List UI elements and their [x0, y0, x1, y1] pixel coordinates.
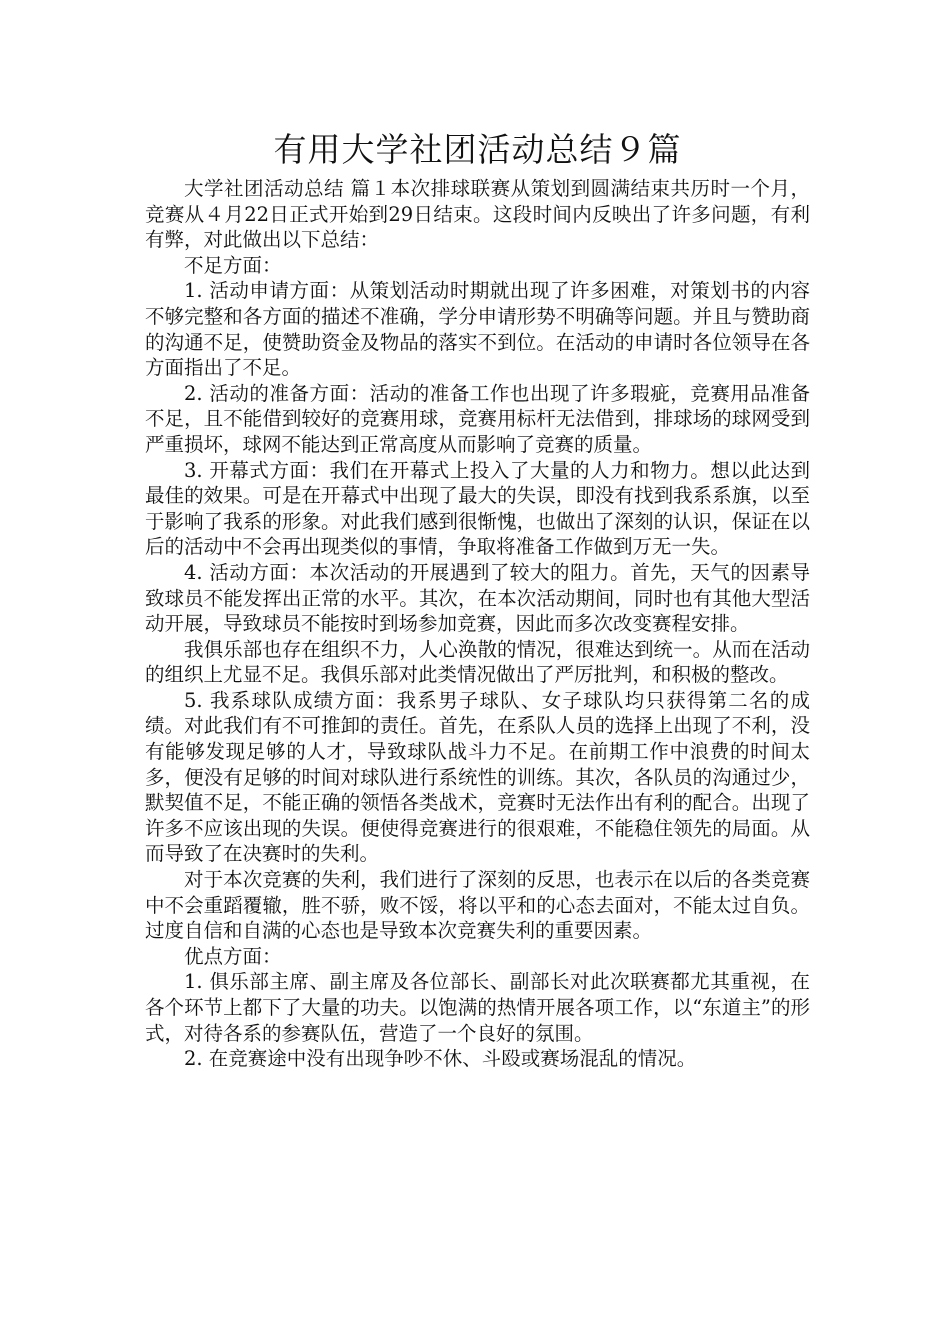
paragraph-shortcoming-1: 1. 活动申请方面：从策划活动时期就出现了许多困难，对策划书的内容不够完整和各方面的描述不准确，学分申请形势不明确等问题。并且与赞助商的沟通不足，使赞助资金及物品的落实不到位。在活动的申请时各位领导在各方面指出了不足。 [145, 279, 810, 380]
paragraph-strength-2: 2. 在竞赛途中没有出现争吵不休、斗殴或赛场混乱的情况。 [184, 1047, 697, 1071]
document-body [145, 128, 810, 1072]
paragraph-intro: 大学社团活动总结 篇１本次排球联赛从策划到圆满结束共历时一个月，竞赛从４月22日正式开始到29日结束。这段时间内反映出了许多问题，有利有弊，对此做出以下总结： [145, 177, 810, 252]
paragraph-shortcoming-5: 5. 我系球队成绩方面：我系男子球队、女子球队均只获得第二名的成绩。对此我们有不可推卸的责任。首先，在系队人员的选择上出现了不利，没有能够发现足够的人才，导致球队战斗力不足。在前期工作中浪费的时间太多，便没有足够的时间对球队进行系统性的训练。其次，各队员的沟通过少，默契值不足，不能正确的领悟各类战术，竞赛时无法作出有利的配合。出现了许多不应该出现的失误。便使得竞赛进行的很艰难，不能稳住领先的局面。从而导致了在决赛时的失利。 [145, 688, 810, 866]
paragraph-shortcoming-3: 3. 开幕式方面：我们在开幕式上投入了大量的人力和物力。想以此达到最佳的效果。可是在开幕式中出现了最大的失误，即没有找到我系系旗，以至于影响了我系的形象。对此我们感到很惭愧，也做出了深刻的认识，保证在以后的活动中不会再出现类似的事情，争取将准备工作做到万无一失。 [145, 458, 810, 559]
paragraph-strength-1: 1. 俱乐部主席、副主席及各位部长、副部长对此次联赛都尤其重视，在各个环节上都下了大量的功夫。以饱满的热情开展各项工作，以“东道主”的形式，对待各系的参赛队伍，营造了一个良好的氛围。 [145, 970, 810, 1045]
paragraph-shortcoming-4: 4. 活动方面：本次活动的开展遇到了较大的阻力。首先，天气的因素导致球员不能发挥出正常的水平。其次，在本次活动期间，同时也有其他大型活动开展，导致球员不能按时到场参加竞赛，因此而多次改变赛程安排。 [145, 560, 810, 636]
heading-strengths: 优点方面： [184, 944, 282, 968]
paragraph-reflection: 对于本次竞赛的失利，我们进行了深刻的反思，也表示在以后的各类竞赛中不会重蹈覆辙，胜不骄，败不馁，将以平和的心态去面对，不能太过自负。过度自信和自满的心态也是导致本次竞赛失利的重要因素。 [145, 868, 810, 943]
heading-shortcomings: 不足方面： [184, 253, 282, 277]
paragraph-shortcoming-2: 2. 活动的准备方面：活动的准备工作也出现了许多瑕疵，竞赛用品准备不足，且不能借到较好的竞赛用球，竞赛用标杆无法借到，排球场的球网受到严重损坏，球网不能达到正常高度从而影响了竞赛的质量。 [145, 381, 810, 456]
page-title: 有用大学社团活动总结９篇 [273, 130, 682, 169]
paragraph-club-organization: 我俱乐部也存在组织不力，人心涣散的情况，很难达到统一。从而在活动的组织上尤显不足。我俱乐部对此类情况做出了严厉批判，和积极的整改。 [145, 637, 810, 687]
